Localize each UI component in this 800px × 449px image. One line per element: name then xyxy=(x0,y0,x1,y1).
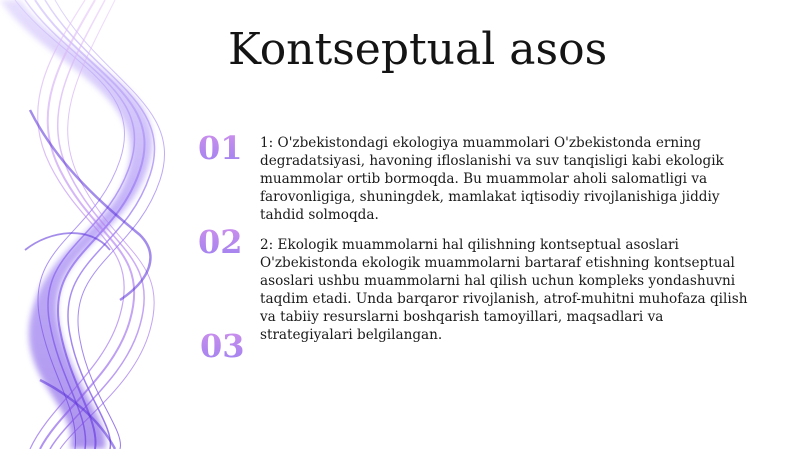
item-number: 02 xyxy=(198,223,243,261)
item-number: 03 xyxy=(200,327,245,365)
item-number: 01 xyxy=(198,129,243,167)
item-text: 1: O'zbekistondagi ekologiya muammolari O'zbekistonda erning degradatsiyasi, havoning ifloslanishi va suv tanqisligi kabi ekologik muammolar ortib bormoqda. Bu muammolar aholi salomatligi va farovonligiga, shuningdek, mamlakat iqtisodiy rivojlanishiga jiddiy tahdid solmoqda. xyxy=(260,135,724,223)
slide-title: Kontseptual asos xyxy=(228,24,608,75)
item-text: 2: Ekologik muammolarni hal qilishning kontseptual asoslari O'zbekistonda ekologik muammolarni bartaraf etishning kontseptual asoslari ushbu muammolarni hal qilish uchun kompleks yondashuvni taqdim etadi. Unda barqaror rivojlanish, atrof-muhitni muhofaza qilish va tabiiy resurslarni boshqarish tamoyillari, maqsadlari va strategiyalari belgilangan. xyxy=(260,237,748,343)
